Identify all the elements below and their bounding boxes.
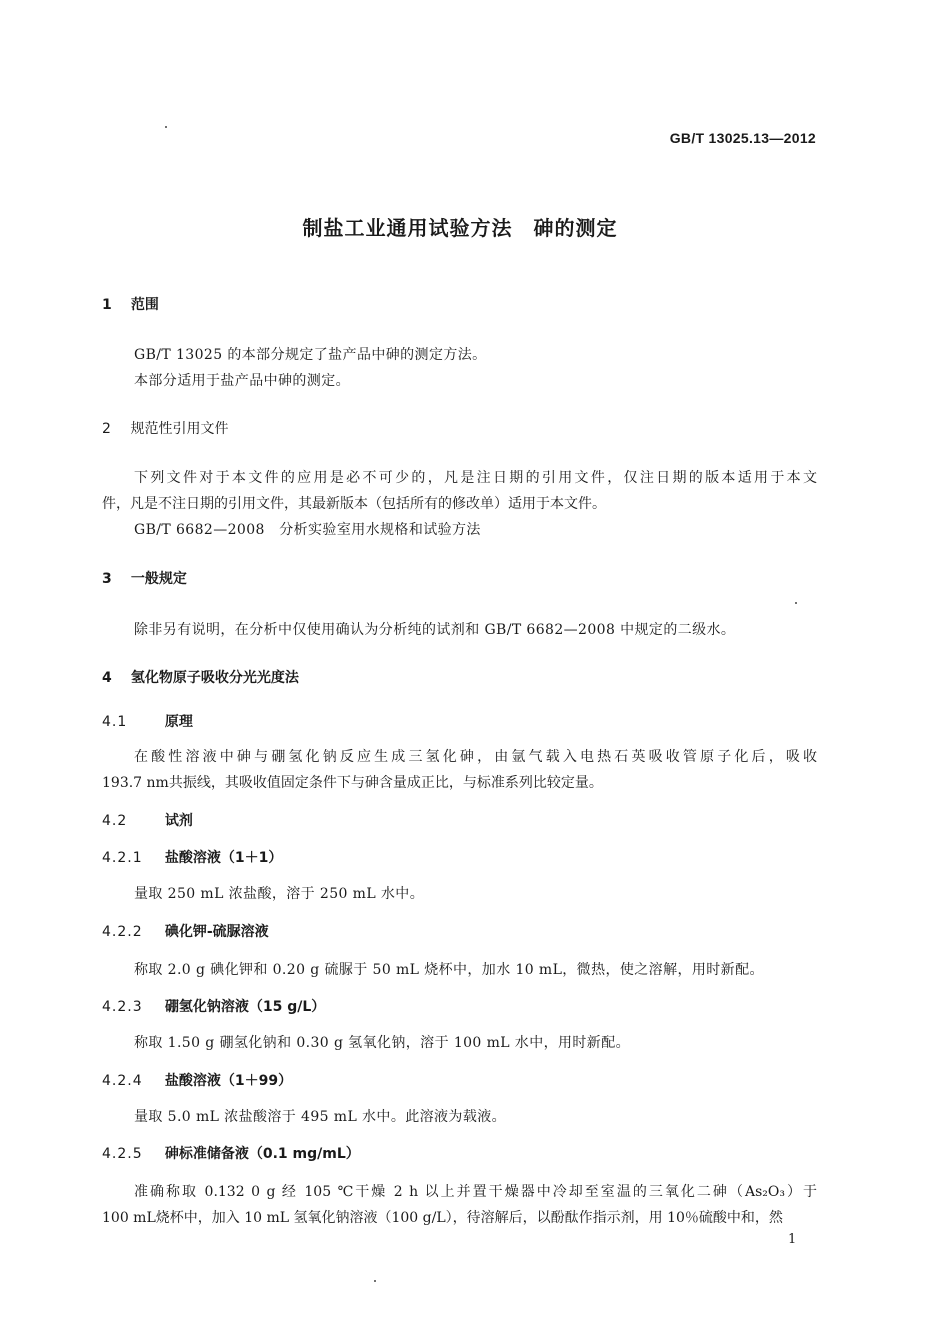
section-title: 氢化物原子吸收分光光度法 <box>130 670 299 686</box>
section-title: 原理 <box>164 714 193 730</box>
paragraph-line: 件，凡是不注日期的引用文件，其最新版本（包括所有的修改单）适用于本文件。 <box>102 496 606 512</box>
section-title: 硼氢化钠溶液（15 g/L） <box>164 999 326 1015</box>
section-2-heading <box>102 418 228 438</box>
arsenic-stock-paragraph <box>102 1179 817 1231</box>
reagent-paragraph: 称取 1.50 g 硼氢化钠和 0.30 g 氢氧化钠，溶于 100 mL 水中，用时新配。 <box>134 1035 631 1051</box>
standard-code: GB/T 13025.13—2012 <box>669 130 816 146</box>
section-title: 试剂 <box>164 813 193 829</box>
section-4-1-heading <box>102 711 193 731</box>
scope-paragraph-2: 本部分适用于盐产品中砷的测定。 <box>134 373 350 389</box>
paragraph-line: 准确称取 0.132 0 g 经 105 ℃干燥 2 h 以上并置干燥器中冷却至室温的三氧化二砷（As₂O₃）于 <box>134 1184 817 1200</box>
paragraph-line: 下列文件对于本文件的应用是必不可少的，凡是注日期的引用文件，仅注日期的版本适用于本文 <box>134 470 817 486</box>
normative-references-paragraph <box>102 465 817 517</box>
section-number: 4.2.3 <box>102 999 143 1015</box>
reagent-paragraph: 称取 2.0 g 碘化钾和 0.20 g 硫脲于 50 mL 烧杯中，加水 10 mL，微热，使之溶解，用时新配。 <box>134 962 764 978</box>
section-4-heading <box>102 667 299 687</box>
section-title: 盐酸溶液（1＋99） <box>164 1073 293 1089</box>
section-title: 盐酸溶液（1＋1） <box>164 850 283 866</box>
section-1-heading <box>102 294 159 314</box>
section-title: 一般规定 <box>130 571 187 587</box>
page-number: 1 <box>788 1232 797 1247</box>
reagent-paragraph: 量取 250 mL 浓盐酸，溶于 250 mL 水中。 <box>134 886 425 902</box>
section-number: 4.2.4 <box>102 1073 143 1089</box>
paragraph-line: 100 mL烧杯中，加入 10 mL 氢氧化钠溶液（100 g/L），待溶解后，以酚酞作指示剂，用 10％硫酸中和，然 <box>102 1210 783 1226</box>
paragraph-line: 193.7 nm共振线，其吸收值固定条件下与砷含量成正比，与标准系列比较定量。 <box>102 775 603 791</box>
reagent-paragraph: 量取 5.0 mL 浓盐酸溶于 495 mL 水中。此溶液为载液。 <box>134 1109 507 1125</box>
section-4-2-5-heading <box>102 1143 360 1163</box>
reference-entry: GB/T 6682—2008 分析实验室用水规格和试验方法 <box>134 522 481 538</box>
scan-speck <box>795 602 797 604</box>
section-4-2-4-heading <box>102 1070 292 1090</box>
section-number: 3 <box>102 571 112 587</box>
section-4-2-1-heading <box>102 847 282 867</box>
principle-paragraph <box>102 744 817 796</box>
section-number: 4.2 <box>102 813 128 829</box>
section-title: 砷标准储备液（0.1 mg/mL） <box>164 1146 360 1162</box>
section-title: 范围 <box>130 297 159 313</box>
scope-paragraph-1: GB/T 13025 的本部分规定了盐产品中砷的测定方法。 <box>134 347 487 363</box>
section-number: 2 <box>102 421 111 437</box>
paragraph-line: 在酸性溶液中砷与硼氢化钠反应生成三氢化砷，由氩气载入电热石英吸收管原子化后，吸收 <box>134 749 817 765</box>
section-number: 4.2.2 <box>102 924 143 940</box>
document-title: 制盐工业通用试验方法 砷的测定 <box>302 216 618 240</box>
section-number: 4 <box>102 670 112 686</box>
scan-speck <box>165 126 167 128</box>
section-4-2-3-heading <box>102 996 325 1016</box>
section-title: 规范性引用文件 <box>130 421 229 437</box>
section-4-2-heading <box>102 810 193 830</box>
section-number: 1 <box>102 297 112 313</box>
section-3-heading <box>102 568 187 588</box>
section-number: 4.1 <box>102 714 128 730</box>
section-title: 碘化钾-硫脲溶液 <box>164 924 269 940</box>
general-rules-paragraph: 除非另有说明，在分析中仅使用确认为分析纯的试剂和 GB/T 6682—2008 中规定的二级水。 <box>134 622 736 638</box>
section-4-2-2-heading <box>102 921 269 941</box>
section-number: 4.2.1 <box>102 850 143 866</box>
scan-speck <box>374 1280 376 1282</box>
section-number: 4.2.5 <box>102 1146 143 1162</box>
